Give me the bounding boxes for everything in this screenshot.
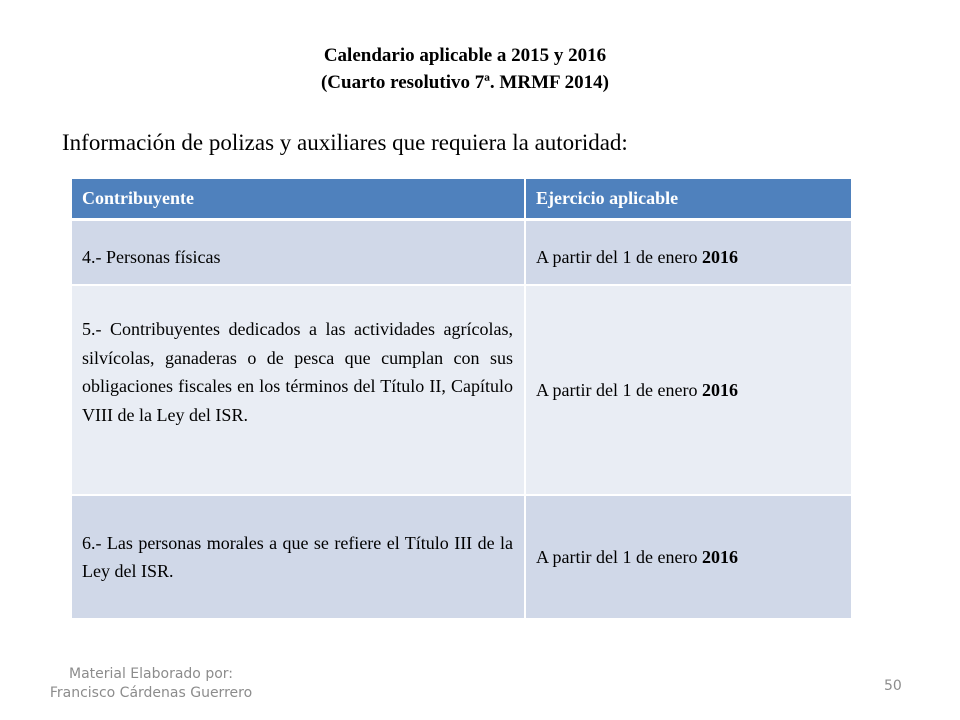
header-contribuyente: Contribuyente — [72, 179, 525, 219]
header-ejercicio: Ejercicio aplicable — [525, 179, 851, 219]
cell-ejercicio — [525, 219, 851, 285]
ejercicio-year: 2016 — [701, 247, 738, 267]
title-line-2: (Cuarto resolutivo 7ª. MRMF 2014) — [320, 72, 609, 93]
ejercicio-text: A partir del 1 de enero — [536, 546, 702, 567]
section-subheading: Información de polizas y auxiliares que requiera la autoridad: — [62, 130, 628, 155]
ejercicio-year: 2016 — [701, 546, 738, 567]
title-line-1: Calendario aplicable a 2015 y 2016 — [323, 45, 607, 66]
cell-contribuyente: 6.- Las personas morales a que se refiere el Título III de la Ley del ISR. — [72, 495, 525, 619]
ejercicio-text: A partir del 1 de enero — [536, 379, 702, 400]
cell-ejercicio — [525, 285, 851, 495]
cell-contribuyente: 4.- Personas físicas — [72, 219, 525, 285]
slide-title — [0, 42, 930, 96]
table-row — [72, 219, 851, 285]
footer-author-line-2: Francisco Cárdenas Guerrero — [49, 685, 253, 701]
page-number: 50 — [884, 678, 902, 694]
cell-contribuyente: 5.- Contribuyentes dedicados a las actividades agrícolas, silvícolas, ganaderas o de pesca que cumplan con sus obligaciones fiscales en los términos del Título II, Capítulo VIII de la Ley del ISR. — [72, 285, 525, 495]
calendar-table — [72, 179, 851, 620]
table-row — [72, 495, 851, 619]
table-header-row — [72, 179, 851, 219]
cell-ejercicio — [525, 495, 851, 619]
ejercicio-text: A partir del 1 de enero — [536, 247, 702, 267]
table-row — [72, 285, 851, 495]
footer-author-line-1: Material Elaborado por: — [68, 666, 233, 682]
footer-author — [36, 665, 266, 703]
ejercicio-year: 2016 — [701, 379, 738, 400]
